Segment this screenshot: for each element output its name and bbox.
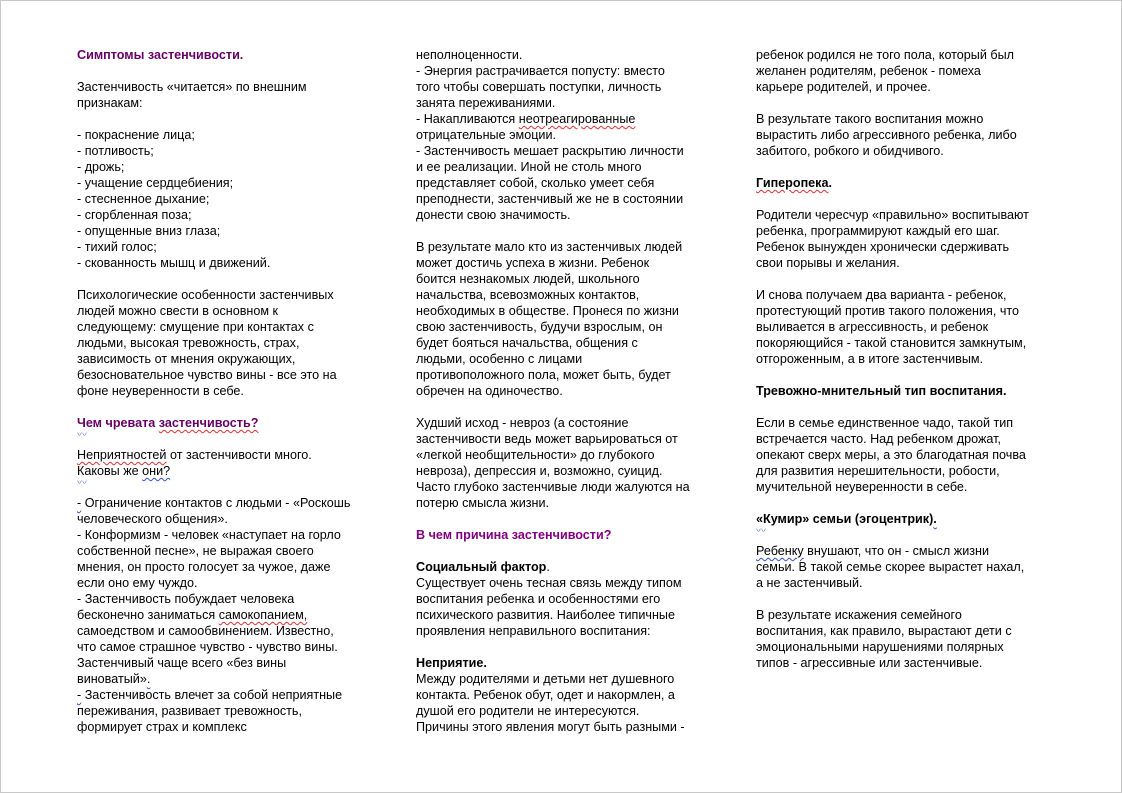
text-line: эмоциональными нарушениями полярных xyxy=(756,640,1004,654)
text-line: психического развития. Наиболее типичные xyxy=(416,608,675,622)
heading-anxious-type: Тревожно-мнительный тип воспитания. xyxy=(756,384,1007,398)
blank-line xyxy=(756,495,1056,511)
text-line: собственной песне», не выражая своего xyxy=(77,544,314,558)
text-line: людей можно свести в основном к xyxy=(77,304,279,318)
text-line: В результате такого воспитания можно xyxy=(756,112,984,126)
text-line: «легкой необщительности» до глубокого xyxy=(416,448,655,462)
blank-line xyxy=(416,639,716,655)
blank-line xyxy=(77,399,377,415)
text-line: противоположного пола, может быть, будет xyxy=(416,368,671,382)
text-fragment: внушают, что он - смысл жизни xyxy=(803,544,989,558)
text-line: Застенчивость «читается» по внешним xyxy=(77,80,307,94)
text-line: В результате мало кто из застенчивых людей xyxy=(416,240,683,254)
list-item: - Конформизм - человек «наступает на горло xyxy=(77,528,341,542)
text-line: невроза), депрессия и, возможно, суицид. xyxy=(416,464,663,478)
text-line: встречается часто. Над ребенком дрожат, xyxy=(756,432,1001,446)
text-fragment: . xyxy=(828,176,832,190)
text-fragment: от застенчивости много. xyxy=(166,448,312,462)
text-line: карьере родителей, и прочее. xyxy=(756,80,931,94)
symptom-item: - потливость; xyxy=(77,144,154,158)
column-1 xyxy=(77,47,377,735)
text-line: для развития нерешительности, робости, xyxy=(756,464,1000,478)
text-line: И снова получаем два варианта - ребенок, xyxy=(756,288,1007,302)
grammar-mark-icon: 〰 xyxy=(756,526,766,537)
heading-social-text: Социальный фактор xyxy=(416,560,547,574)
text-fragment: . xyxy=(933,512,937,526)
text-line: обречен на одиночество. xyxy=(416,384,563,398)
blank-line xyxy=(416,223,716,239)
text-line: Причины этого явления могут быть разными - xyxy=(416,720,685,734)
text-fragment: Застенчивость влечет за собой неприятные xyxy=(81,688,343,702)
text-line: потерю смысла жизни. xyxy=(416,496,550,510)
text-line: Родители чересчур «правильно» воспитывают xyxy=(756,208,1029,222)
text-line: начальства, всевозможных контактов, xyxy=(416,288,640,302)
text-fragment: . xyxy=(546,560,550,574)
text-line: переживания, развивает тревожность, xyxy=(77,704,302,718)
text-line: вырастить либо агрессивного ребенка, либо xyxy=(756,128,1017,142)
text-line: мнения, он просто голосует за чужое, даже xyxy=(77,560,331,574)
text-line: ребенка, программируют каждый его шаг. xyxy=(756,224,1000,238)
text-line: людьми, особенно с лицами xyxy=(416,352,583,366)
text-line: выливается в агрессивность, и ребенок xyxy=(756,320,989,334)
list-item: - Застенчивость побуждает человека xyxy=(77,592,295,606)
column-3 xyxy=(756,47,1056,671)
text-line: будет бояться начальства, общения с xyxy=(416,336,638,350)
text-fragment: . xyxy=(146,672,151,686)
heading-danger-text: Чем чревата xyxy=(77,416,159,430)
blank-line xyxy=(77,111,377,127)
grammar-mark-icon: 〰 xyxy=(77,478,87,489)
text-line: и ее реализации. Иной не столь много xyxy=(416,160,642,174)
blank-line xyxy=(416,543,716,559)
text-line: забитого, робкого и обидчивого. xyxy=(756,144,944,158)
blank-line xyxy=(77,63,377,79)
heading-danger xyxy=(77,415,377,431)
text-fragment: Каковы же xyxy=(77,464,143,478)
text-line xyxy=(77,463,377,479)
text-line: свою застенчивость, будучи взрослым, он xyxy=(416,320,663,334)
text-line xyxy=(77,671,377,687)
text-fragment: Неприятностей xyxy=(77,448,167,462)
blank-line xyxy=(416,399,716,415)
heading-hyperprotection xyxy=(756,175,1056,191)
text-line: занята переживаниями. xyxy=(416,96,556,110)
text-line: человеческого общения». xyxy=(77,512,228,526)
text-line: преподнести, застенчивый же не в состоянии xyxy=(416,192,684,206)
text-fragment: бесконечно заниматься xyxy=(77,608,219,622)
text-line: Часто глубоко застенчивые люди жалуются на xyxy=(416,480,690,494)
text-line: Между родителями и детьми нет душевного xyxy=(416,672,675,686)
text-line: что самое страшное чувство - чувство вины. xyxy=(77,640,338,654)
text-line: фоне неуверенности в себе. xyxy=(77,384,244,398)
text-line: отрицательные эмоции. xyxy=(416,128,556,142)
text-line: воспитания ребенка и особенностями его xyxy=(416,592,661,606)
text-line: застенчивости ведь может варьироваться от xyxy=(416,432,678,446)
text-line: людьми, высокая тревожность, страх, xyxy=(77,336,300,350)
text-line: неполноценности. xyxy=(416,48,523,62)
heading-family-idol-text: «Кумир» семьи (эгоцентрик) xyxy=(756,512,934,526)
text-line xyxy=(77,607,377,623)
text-fragment: виноватый» xyxy=(77,672,147,686)
text-line: если оно ему чуждо. xyxy=(77,576,198,590)
text-line: может достичь успеха в жизни. Ребенок xyxy=(416,256,650,270)
text-line: свои порывы и желания. xyxy=(756,256,900,270)
text-line: проявления неправильного воспитания: xyxy=(416,624,651,638)
text-line: безосновательное чувство вины - все это на xyxy=(77,368,337,382)
text-line: Худший исход - невроз (а состояние xyxy=(416,416,629,430)
text-line: мучительной неуверенности в себе. xyxy=(756,480,968,494)
text-fragment: Ребенку xyxy=(756,544,804,558)
text-line xyxy=(756,543,1056,559)
heading-social xyxy=(416,559,716,575)
blank-line xyxy=(756,191,1056,207)
blank-line xyxy=(77,271,377,287)
text-line: ребенок родился не того пола, который был xyxy=(756,48,1015,62)
blank-line xyxy=(756,399,1056,415)
text-fragment: - Накапливаются xyxy=(416,112,519,126)
blank-line xyxy=(756,159,1056,175)
text-line: а не застенчивый. xyxy=(756,576,863,590)
heading-danger-word: застенчивость? xyxy=(158,416,259,430)
text-line: душой его родители не интересуются. xyxy=(416,704,640,718)
text-line: типов - агрессивные или застенчивые. xyxy=(756,656,983,670)
heading-rejection: Неприятие. xyxy=(416,656,487,670)
text-line: протестующий против такого положения, что xyxy=(756,304,1020,318)
text-line: желанен родителям, ребенок - помеха xyxy=(756,64,981,78)
list-item xyxy=(77,687,377,703)
heading-symptoms: Симптомы застенчивости. xyxy=(77,48,244,62)
text-fragment: самокопанием, xyxy=(218,608,308,622)
text-line: Существует очень тесная связь между типом xyxy=(416,576,682,590)
text-line: Если в семье единственное чадо, такой тип xyxy=(756,416,1014,430)
text-fragment: они? xyxy=(142,464,171,478)
column-2 xyxy=(416,47,716,735)
blank-line xyxy=(756,95,1056,111)
text-fragment: неотреагированные xyxy=(518,112,636,126)
text-line: формирует страх и комплекс xyxy=(77,720,247,734)
text-line: воспитания, как правило, вырастают дети с xyxy=(756,624,1012,638)
text-fragment: - xyxy=(77,688,82,702)
text-line: зависимость от мнения окружающих, xyxy=(77,352,296,366)
text-line: самоедством и самообвинением. Известно, xyxy=(77,624,334,638)
symptom-item: - сгорбленная поза; xyxy=(77,208,192,222)
text-line: контакта. Ребенок обут, одет и накормлен, а xyxy=(416,688,675,702)
symptom-item: - учащение сердцебиения; xyxy=(77,176,234,190)
grammar-mark-icon: 〰 xyxy=(77,430,87,441)
text-line: следующему: смущение при контактах с xyxy=(77,320,314,334)
heading-hyperprotection-text: Гиперопека xyxy=(756,176,829,190)
text-line xyxy=(77,447,377,463)
blank-line xyxy=(756,271,1056,287)
text-line: покоряющийся - такой становится замкнутым, xyxy=(756,336,1027,350)
list-item: - Застенчивость мешает раскрытию личности xyxy=(416,144,684,158)
list-item xyxy=(416,111,716,127)
list-item xyxy=(77,495,377,511)
text-line: опекают сверх меры, а это благодатная почва xyxy=(756,448,1026,462)
text-line: семьи. В такой семье скорее вырастет нахал, xyxy=(756,560,1025,574)
symptom-item: - тихий голос; xyxy=(77,240,157,254)
text-line: того чтобы совершать поступки, личность xyxy=(416,80,662,94)
blank-line xyxy=(756,591,1056,607)
symptom-item: - покраснение лица; xyxy=(77,128,195,142)
text-fragment: - xyxy=(77,496,82,510)
symptom-item: - стесненное дыхание; xyxy=(77,192,210,206)
text-line: боится незнакомых людей, школьного xyxy=(416,272,640,286)
text-line: Ребенок вынужден хронически сдерживать xyxy=(756,240,1010,254)
text-line: представляет собой, сколько умеет себя xyxy=(416,176,655,190)
text-line: Психологические особенности застенчивых xyxy=(77,288,334,302)
heading-family-idol xyxy=(756,511,1056,527)
blank-line xyxy=(756,367,1056,383)
list-item: - Энергия растрачивается попусту: вместо xyxy=(416,64,665,78)
symptom-item: - дрожь; xyxy=(77,160,125,174)
heading-cause: В чем причина застенчивости? xyxy=(416,528,612,542)
symptom-item: - скованность мышц и движений. xyxy=(77,256,271,270)
text-line: отгороженным, а в итоге застенчивым. xyxy=(756,352,984,366)
text-line: признакам: xyxy=(77,96,143,110)
text-line: В результате искажения семейного xyxy=(756,608,962,622)
symptom-item: - опущенные вниз глаза; xyxy=(77,224,221,238)
text-line: необходимых в обществе. Пронеся по жизни xyxy=(416,304,679,318)
blank-line xyxy=(416,511,716,527)
text-fragment: Ограничение контактов с людьми - «Роскошь xyxy=(81,496,351,510)
text-line: донести свою значимость. xyxy=(416,208,571,222)
text-line: Застенчивый чаще всего «без вины xyxy=(77,656,287,670)
